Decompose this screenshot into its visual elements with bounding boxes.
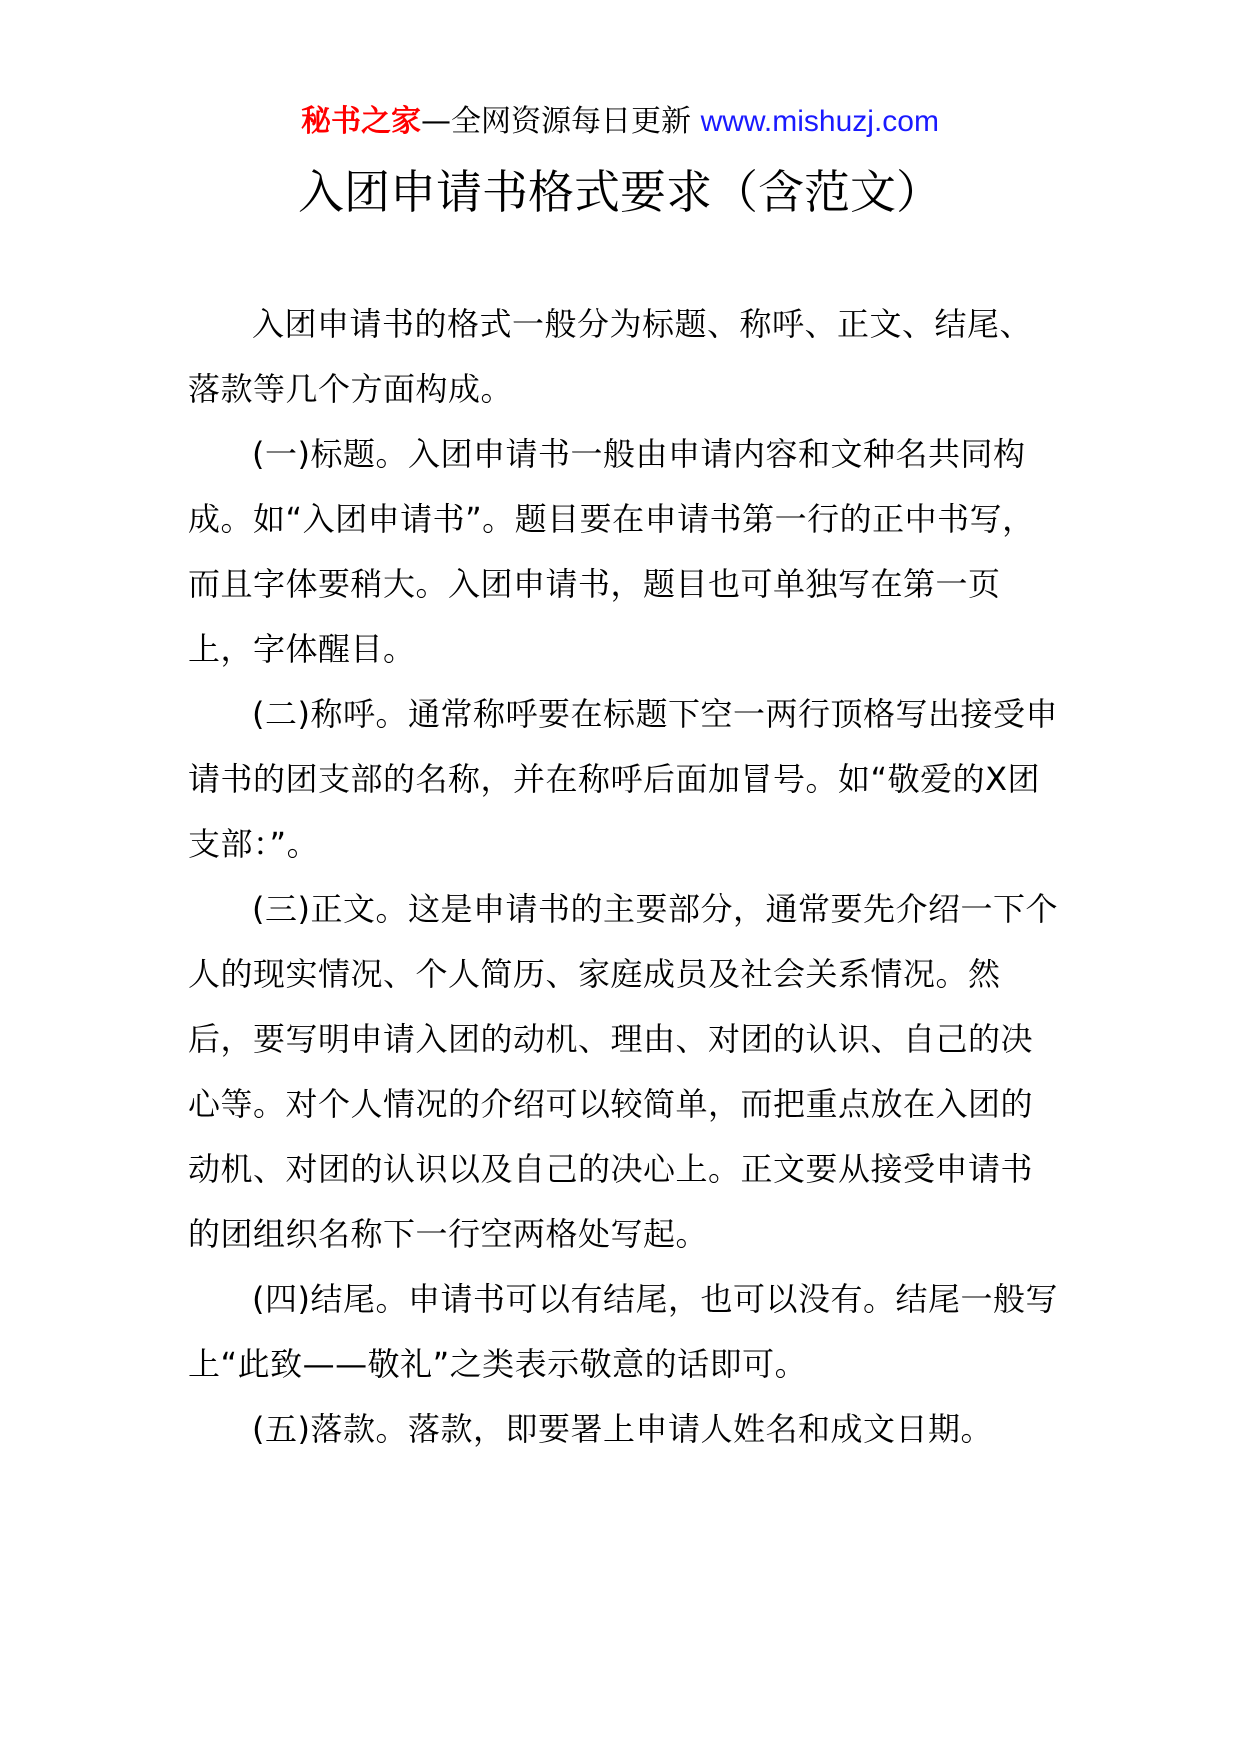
- header-tagline: —全网资源每日更新: [421, 104, 692, 139]
- paragraph-title-section: (一)标题。入团申请书一般由申请内容和文种名共同构成。如“入团申请书”。题目要在申请书第一行的正中书写，而且字体要稍大。入团申请书，题目也可单独写在第一页上，字体醒目。: [188, 435, 1035, 668]
- brand-name: 秘书之家: [301, 104, 422, 139]
- document-body: [188, 292, 1058, 1462]
- paragraph-signature-section: (五)落款。落款，即要署上申请人姓名和成文日期。: [252, 1410, 993, 1448]
- site-header: [0, 100, 1240, 144]
- document-title: 入团申请书格式要求（含范文）: [298, 165, 942, 219]
- site-url-link[interactable]: www.mishuzj.com: [700, 105, 939, 138]
- paragraph-intro: 入团申请书的格式一般分为标题、称呼、正文、结尾、落款等几个方面构成。: [188, 305, 1033, 408]
- paragraph-closing-section: (四)结尾。申请书可以有结尾，也可以没有。结尾一般写上“此致——敬礼”之类表示敬意的话即可。: [188, 1280, 1058, 1383]
- paragraph-body-section: (三)正文。这是申请书的主要部分，通常要先介绍一下个人的现实情况、个人简历、家庭成员及社会关系情况。然后，要写明申请入团的动机、理由、对团的认识、自己的决心等。对个人情况的介绍可以较简单，而把重点放在入团的动机、对团的认识以及自己的决心上。正文要从接受申请书的团组织名称下一行空两格处写起。: [188, 890, 1058, 1253]
- paragraph-salutation-section: (二)称呼。通常称呼要在标题下空一两行顶格写出接受申请书的团支部的名称，并在称呼后面加冒号。如“敬爱的X团支部：”。: [188, 695, 1058, 863]
